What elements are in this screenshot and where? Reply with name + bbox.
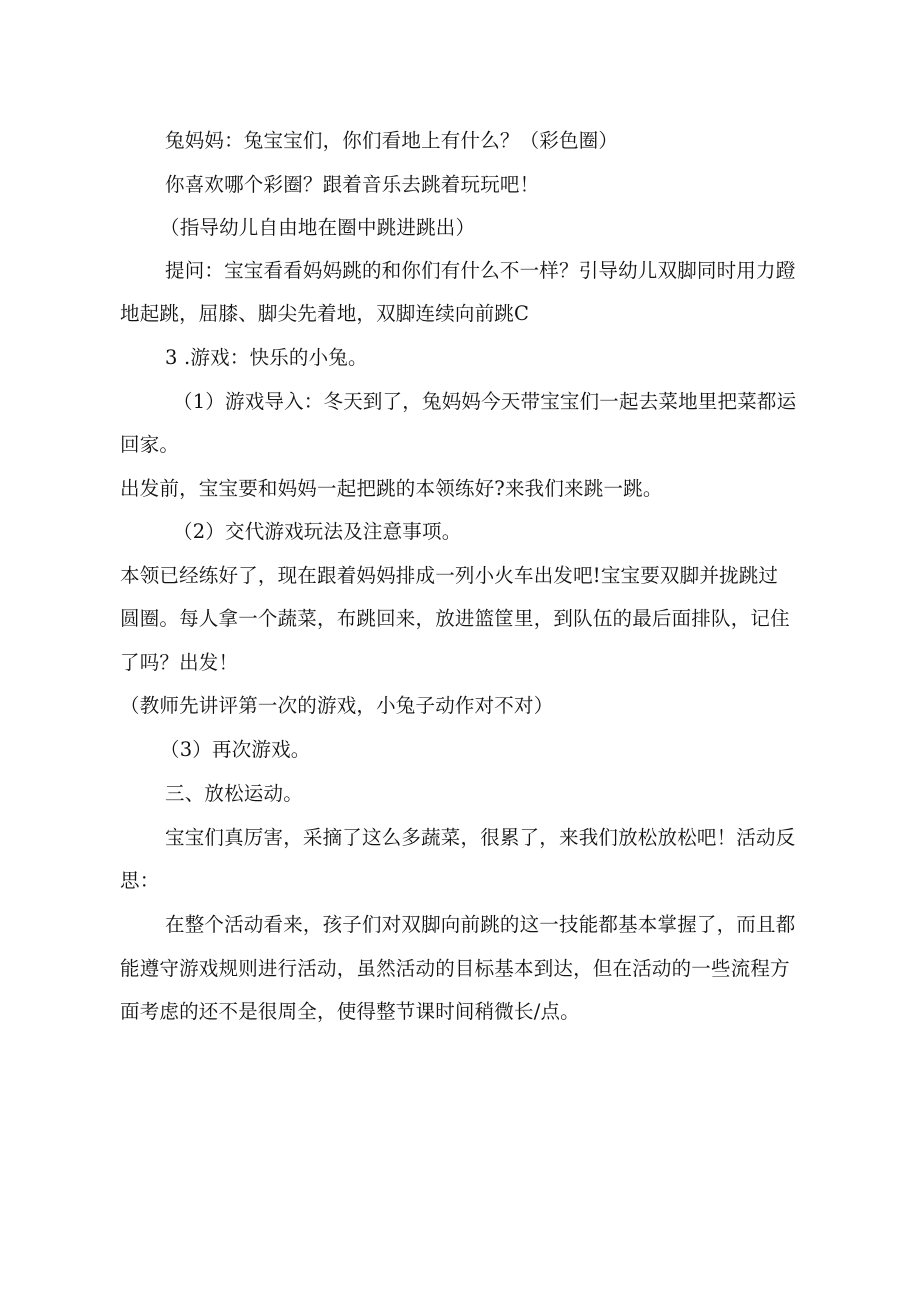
text-line: 你喜欢哪个彩圈？跟着音乐去跳着玩玩吧！ — [165, 173, 540, 196]
text-line: 出发前，宝宝要和妈妈一起把跳的本领练好?来我们来跳一跳。 — [120, 477, 663, 500]
text-line: 回家。 — [120, 433, 180, 456]
text-line: 面考虑的还不是很周全，使得整节课时间稍微长/点。 — [120, 1000, 580, 1023]
text-line: 宝宝们真厉害，采摘了这么多蔬菜，很累了，来我们放松放松吧！活动反 — [165, 826, 796, 849]
text-line: （教师先讲评第一次的游戏，小兔子动作对不对） — [120, 694, 554, 717]
text-line: 提问：宝宝看看妈妈跳的和你们有什么不一样？引导幼儿双脚同时用力蹬 — [165, 259, 796, 282]
text-line: 三、放松运动。 — [165, 782, 303, 805]
text-line: 本领已经练好了，现在跟着妈妈排成一列小火车出发吧!宝宝要双脚并拢跳过 — [120, 564, 779, 587]
text-line: 3 .游戏：快乐的小兔。 — [165, 346, 368, 369]
text-line: （2）交代游戏玩法及注意事项。 — [173, 520, 462, 543]
text-line: （3）再次游戏。 — [160, 738, 311, 761]
text-line: 圆圈。每人拿一个蔬菜，布跳回来，放进篮筐里，到队伍的最后面排队，记住 — [120, 607, 790, 630]
text-line: 能遵守游戏规则进行活动，虽然活动的目标基本到达，但在活动的一些流程方 — [120, 957, 790, 980]
text-line: 兔妈妈：兔宝宝们，你们看地上有什么？（彩色圈） — [165, 129, 619, 152]
text-line: （1）游戏导入：冬天到了，兔妈妈今天带宝宝们一起去菜地里把菜都运 — [173, 390, 797, 413]
text-line: 地起跳，屈膝、脚尖先着地，双脚连续向前跳C — [120, 302, 530, 325]
text-line: （指导幼儿自由地在圈中跳进跳出） — [160, 216, 476, 239]
text-line: 思： — [120, 869, 160, 892]
text-line: 在整个活动看来，孩子们对双脚向前跳的这一技能都基本掌握了，而且都 — [165, 913, 796, 936]
text-line: 了吗？出发！ — [120, 651, 239, 674]
